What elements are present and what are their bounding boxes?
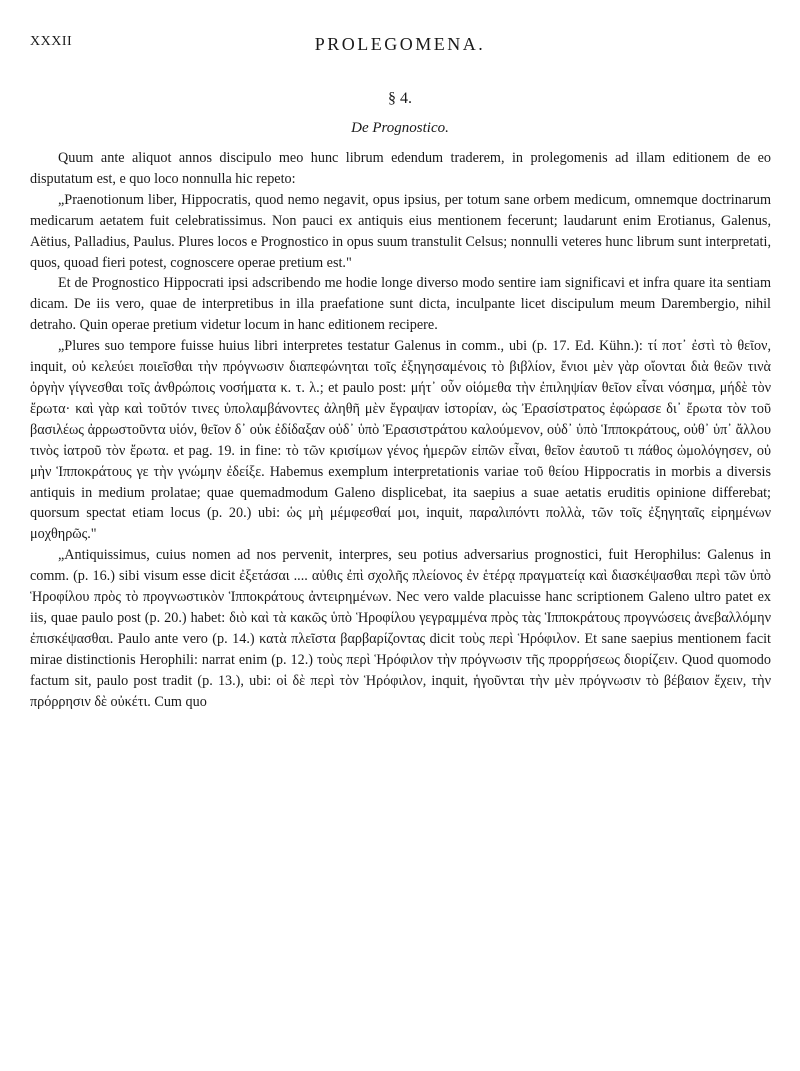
paragraph: „Antiquissimus, cuius nomen ad nos pervenit, interpres, seu potius adversarius prognostici, fuit Herophilus: Galenus in comm. (p. 16.) sibi visum esse dicit ἐξετάσαι .... αὐθις ἐπὶ σχολῆς πλείονος ἐν ἑτέρᾳ πραγματείᾳ καὶ διασκέψασθαι περὶ τῶν ὑπὸ Ἡροφίλου πρὸς τὸ προγνωστικὸν Ἱπποκράτους ἀντειρημένων. Nec vero valde placuisse hanc scriptionem Galeno ultro patet ex iis, quae paulo post (p. 20.) habet: διὸ καὶ τὰ κακῶς ὑπὸ Ἡροφίλου γεγραμμένα πρὸς τὰς Ἱπποκράτους προγνώσεις ἀνεβαλλόμην ἐπισκέψασθαι. Paulo ante vero (p. 14.) κατὰ πλεῖστα βαρβαρίζοντας dicit τοὺς περὶ Ἡρόφιλον. Et sane saepius mentionem facit mirae distinctionis Herophili: narrat enim (p. 12.) τοὺς περὶ Ἡρόφιλον τὴν πρόγνωσιν τῆς προρρήσεως διορίζειν. Quod quomodo factum sit, paulo post tradit (p. 13.), ubi: οἱ δὲ περὶ τὸν Ἡρόφιλον, inquit, ἡγοῦνται τὴν μὲν πρόγνωσιν τὸ βέβαιον ἔχειν, τὴν πρόρρησιν δὲ οὐκέτι. Cum quo <box>30 547 771 710</box>
paragraph: Quum ante aliquot annos discipulo meo hunc librum edendum traderem, in prolegomenis ad illam editionem de eo disputatum est, e quo loco nonnulla hic repeto: <box>30 150 771 187</box>
section-number: § 4. <box>388 90 412 107</box>
page-number: XXXII <box>30 34 73 49</box>
running-head-title: PROLEGOMENA. <box>314 34 486 54</box>
section-title: De Prognostico. <box>351 120 449 136</box>
body-text <box>30 148 771 712</box>
running-head <box>30 34 770 56</box>
paragraph: „Plures suo tempore fuisse huius libri interpretes testatur Galenus in comm., ubi (p. 17. Ed. Kühn.): τί ποτ᾽ ἐστὶ τὸ θεῖον, inquit, οὐ κελεύει ποιεῖσθαι τὴν πρόγνωσιν διαπεφώνηται τοῖς ἐξηγησαμένοις τὸ βιβλίον, ἔνιοι μὲν γὰρ οἴονται διὰ θεῶν τινὰ ὀργὴν γίγνεσθαι τοῖς ἀνθρώποις νοσήματα κ. τ. λ.; et paulo post: μήτ᾽ οὖν οἰόμεθα τὴν ἐπιληψίαν θεῖον εἶναι νόσημα, μήδὲ τὸν ἔρωτα· καὶ γὰρ καὶ τοῦτόν τινες ὑπολαμβάνοντες ἀληθῆ μὲν ἔγραψαν ἱστορίαν, ὡς Ἐρασίστρατος ἐφώρασε δι᾽ ἔρωτα τὸν τοῦ βασιλέως ἀρρωστοῦντα υἱόν, θεῖον δ᾽ οὐκ ἐδίδαξαν οὐδ᾽ ὑπὸ Ἐρασιστράτου καλούμενον, οὐδ᾽ ὑπὸ Ἱπποκράτους, οὐθ᾽ ὑπ᾽ ἄλλου τινὸς ἰατροῦ τὸν ἔρωτα. et pag. 19. in fine: τὸ τῶν κρισίμων γένος ἡμερῶν εἰπῶν εἶναι, θεῖον ἑαυτοῦ τι πάθος ὡμολόγησεν, οὐ μὴν Ἱπποκράτους γε τὴν γνώμην ἐδείξε. Habemus exemplum interpretationis variae τοῦ θείου Hippocratis in morbis a diversis antiquis in medium prolatae; quae quemadmodum Galeno displicebat, ita saepius a suae aetatis eruditis opinione differebat; quorsum spectat etiam locus (p. 20.) ubi: ὡς μὴ μέμφεσθαί μοι, inquit, παραλιπόντι πολλὰ, τῶν τοῖς ἐξηγηταῖς εἰρημένων μοχθηρῶς." <box>30 338 772 543</box>
paragraph: „Praenotionum liber, Hippocratis, quod nemo negavit, opus ipsius, per totum sane orbem medicum, omnemque doctrinarum medicarum aetatem fuit celebratissimus. Non pauci ex antiquis eius mentionem fecerunt; laudarunt enim Erotianus, Galenus, Aëtius, Palladius, Paulus. Plures locos e Prognostico in opus suum transtulit Celsus; nonnulli veteres hunc librum sunt interpretati, quos, quoad fieri potest, cognoscere operae pretium est." <box>30 191 771 271</box>
paragraph: Et de Prognostico Hippocrati ipsi adscribendo me hodie longe diverso modo sentire iam significavi et infra quare ita sentiam dicam. De iis vero, quae de interpretibus in illa praefatione sunt dicta, inculpante licet discipulum meum Darembergio, nihil detraho. Quin operae pretium videtur locum in hanc editionem recipere. <box>30 275 771 334</box>
